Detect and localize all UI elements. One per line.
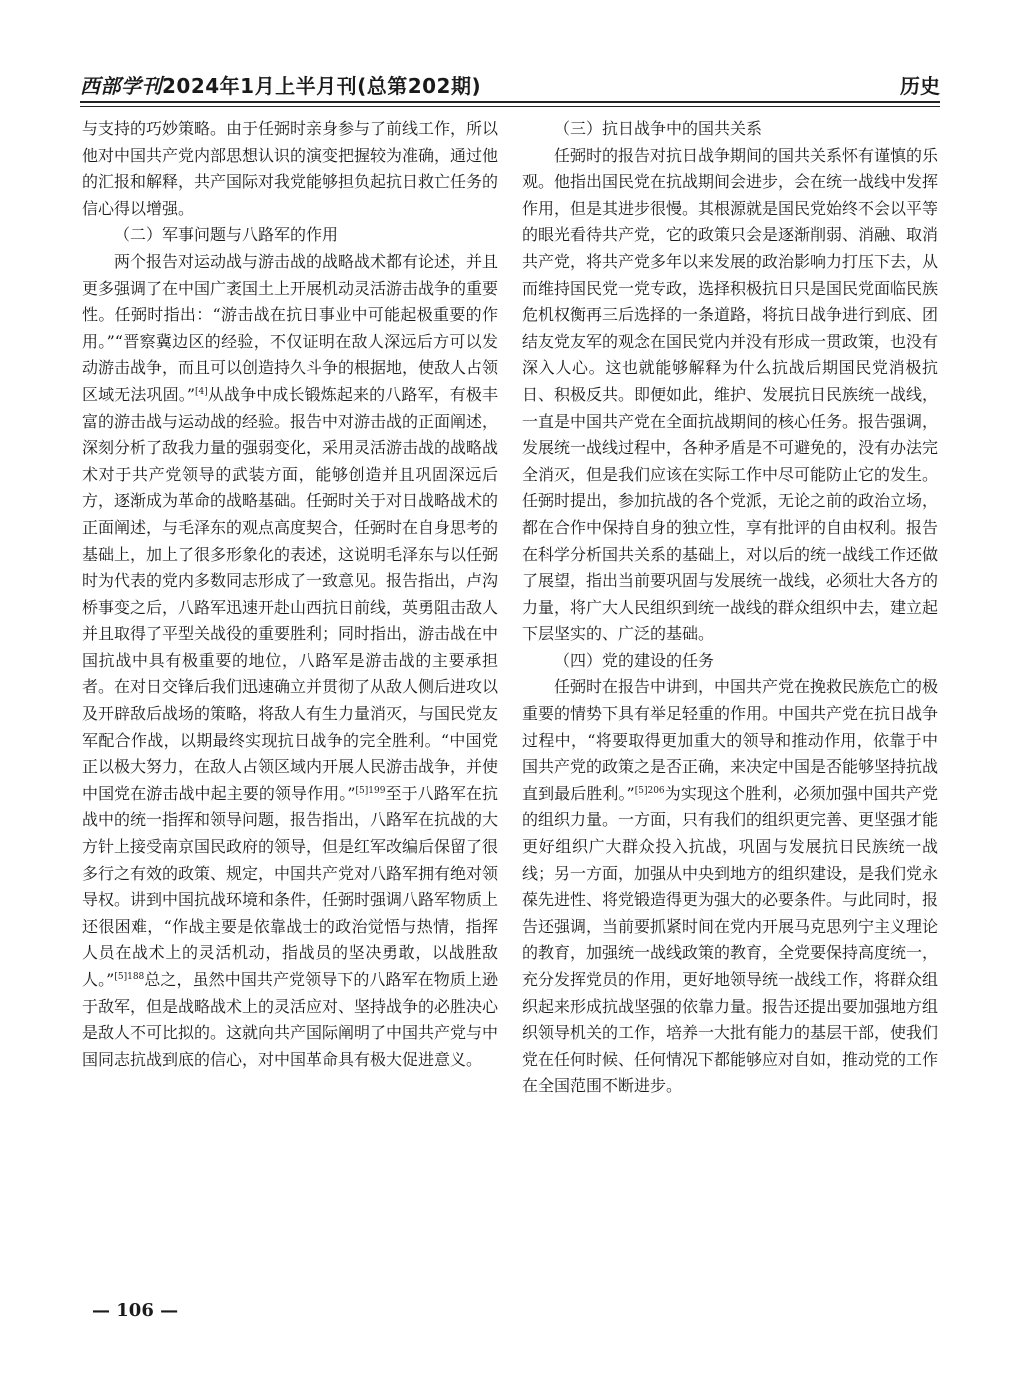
citation: [5]199 [355, 785, 386, 796]
citation: [5]188 [114, 972, 145, 982]
issue-label: 2024年1月上半月刊(总第202期) [162, 74, 482, 98]
journal-logo: 西部学刊 [80, 74, 162, 98]
journal-issue [80, 70, 481, 99]
paragraph-text: 两个报告对运动战与游击战的战略战术都有论述，并且更多强调了在中国广袤国土上开展机动灵活游击战争的重要性。任弼时指出：“游击战在抗日事业中可能起极重要的作用。”“晋察冀边区的经验，不仅证明在敌人深远后方可以发动游击战争，而且可以创造持久斗争的根据地，使敌人占领区域无法巩固。” [82, 251, 498, 404]
paragraph [82, 249, 498, 1073]
citation: [5]206 [634, 785, 665, 796]
page-number: — 106 — [92, 1300, 179, 1321]
paragraph: 任弼时的报告对抗日战争期间的国共关系怀有谨慎的乐观。他指出国民党在抗战期间会进步，会在统一战线中发挥作用，但是其进步很慢。其根源就是国民党始终不会以平等的眼光看待共产党，它的政策只会是逐渐削弱、消融、取消共产党，将共产党多年以来发展的政治影响力打压下去，从而维持国民党一党专政，选择积极抗日只是国民党面临民族危机权衡再三后选择的一条道路，将抗日战争进行到底、团结友党友军的观念在国民党内并没有形成一贯政策，也没有深入人心。这也就能够解释为什么抗战后期国民党消极抗日、积极反共。即便如此，维护、发展抗日民族统一战线，一直是中国共产党在全面抗战期间的核心任务。报告强调，发展统一战线过程中，各种矛盾是不可避免的，没有办法完全消灭，但是我们应该在实际工作中尽可能防止它的发生。任弼时提出，参加抗战的各个党派，无论之前的政治立场，都在合作中保持自身的独立性，享有批评的自由权利。报告在科学分析国共关系的基础上，对以后的统一战线工作还做了展望，指出当前要巩固与发展统一战线，必须壮大各方的力量，将广大人民组织到统一战线的群众组织中去，建立起下层坚实的、广泛的基础。 [522, 145, 938, 644]
paragraph-text: 从战争中成长锻炼起来的八路军，有极丰富的游击战与运动战的经验。报告中对游击战的正面阐述，深刻分析了敌我力量的强弱变化，采用灵活游击战的战略战术对于共产党领导的武装方面，能够创造并且巩固深远后方，逐渐成为革命的战略基础。任弼时关于对日战略战术的正面阐述，与毛泽东的观点高度契合，任弼时在自身思考的基础上，加上了很多形象化的表述，这说明毛泽东与以任弼时为代表的党内多数同志形成了一致意见。报告指出，卢沟桥事变之后，八路军迅速开赴山西抗日前线，英勇阻击敌人并且取得了平型关战役的重要胜利；同时指出，游击战在中国抗战中具有极重要的地位，八路军是游击战的主要承担者。在对日交锋后我们迅速确立并贯彻了从敌人侧后进攻以及开辟敌后战场的策略，将敌人有生力量消灭，与国民党友军配合作战，以期最终实现抗日战争的完全胜利。“中国党正以极大努力，在敌人占领区域内开展人民游击战争，并使中国党在游击战中起主要的领导作用。” [82, 384, 498, 803]
section-heading: （二）军事问题与八路军的作用 [114, 225, 339, 245]
section-heading: （三）抗日战争中的国共关系 [554, 119, 763, 138]
paragraph-text: 为实现这个胜利，必须加强中国共产党的组织力量。一方面，只有我们的组织更完善、更坚强才能更好组织广大群众投入抗战，巩固与发展抗日民族统一战线；另一方面，加强从中央到地方的组织建设，是我们党永葆先进性、将党锻造得更为强大的必要条件。与此同时，报告还强调，当前要抓紧时间在党内开展马克思列宁主义理论的教育，加强统一战线政策的教育，全党要保持高度统一，充分发挥党员的作用，更好地领导统一战线工作，将群众组织起来形成抗战坚强的依靠力量。报告还提出要加强地方组织领导机关的工作，培养一大批有能力的基层干部，使我们党在任何时候、任何情况下都能够应对自如，推动党的工作在全国范围不断进步。 [522, 783, 938, 1096]
paragraph-text: 至于八路军在抗战中的统一指挥和领导问题，报告指出，八路军在抗战的大方针上接受南京国民政府的领导，但是红军改编后保留了很多行之有效的政策、规定，中国共产党对八路军拥有绝对领导权。讲到中国抗战环境和条件，任弼时强调八路军物质上还很困难，“作战主要是依靠战士的政治觉悟与热情，指挥人员在战术上的灵活机动，指战员的坚决勇敢，以战胜敌人。” [82, 783, 498, 989]
citation: [4] [195, 386, 208, 397]
paragraph: 与支持的巧妙策略。由于任弼时亲身参与了前线工作，所以他对中国共产党内部思想认识的演变把握较为准确，通过他的汇报和解释，共产国际对我党能够担负起抗日救亡任务的信心得以增强。 [82, 119, 498, 218]
header-rule-thin [80, 106, 940, 107]
paragraph-text: 总之，虽然中国共产党领导下的八路军在物质上逊于敌军，但是战略战术上的灵活应对、坚持战争的必胜决心是敌人不可比拟的。这就向共产国际阐明了中国共产党与中国同志抗战到底的信心，对中国革命具有极大促进意义。 [82, 970, 498, 1069]
paragraph [522, 674, 938, 1100]
right-column [522, 116, 938, 1291]
header-rule [80, 101, 940, 103]
running-header [80, 68, 940, 100]
left-column [82, 116, 498, 1291]
section-heading: （四）党的建设的任务 [554, 650, 715, 670]
section-label: 历史 [900, 74, 940, 98]
paragraph-text: 任弼时在报告中讲到，中国共产党在挽救民族危亡的极重要的情势下具有举足轻重的作用。中国共产党在抗日战争过程中，“将要取得更加重大的领导和推动作用，依靠于中国共产党的政策之是否正确，来决定中国是否能够坚持抗战直到最后胜利。” [522, 677, 938, 803]
